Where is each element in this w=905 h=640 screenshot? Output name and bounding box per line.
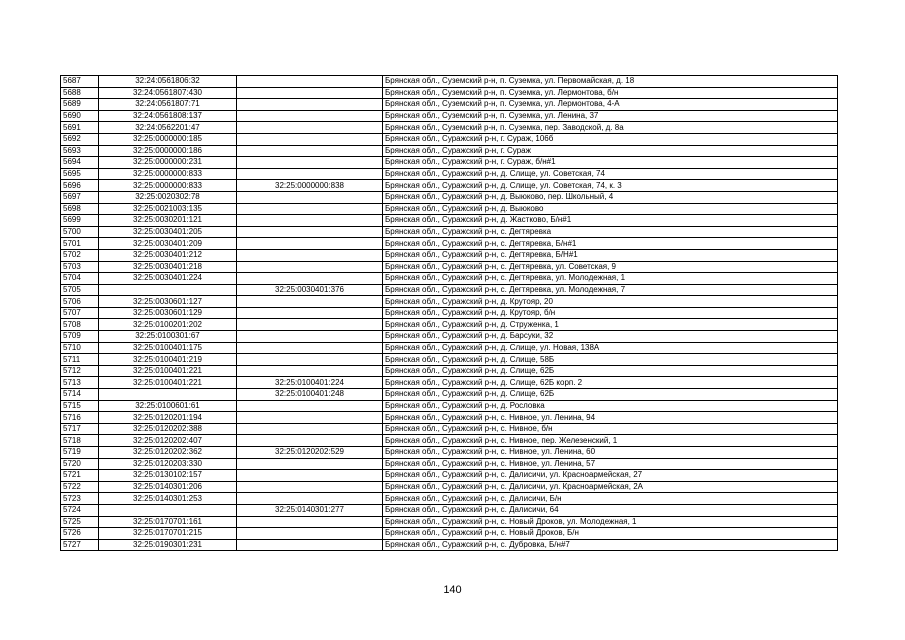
table-row: [61, 516, 838, 528]
table-row: [61, 110, 838, 122]
row-number-cell: 5715: [61, 400, 99, 412]
address-cell: Брянская обл., Суражский р-н, с. Нивное, б/н: [383, 423, 838, 435]
linked-cadastral-number-cell: [237, 261, 383, 273]
address-cell: Брянская обл., Суражский р-н, д. Крутояр, 20: [383, 296, 838, 308]
cadastral-number-cell: 32:25:0120202:407: [99, 435, 237, 447]
cadastral-number-cell: 32:24:0561808:137: [99, 110, 237, 122]
cadastral-number-cell: 32:25:0120203:330: [99, 458, 237, 470]
cadastral-number-cell: 32:25:0100401:221: [99, 365, 237, 377]
linked-cadastral-number-cell: [237, 435, 383, 447]
table-row: [61, 99, 838, 111]
page-number: 140: [443, 584, 462, 596]
cadastral-number-cell: [99, 504, 237, 516]
cadastral-number-cell: 32:25:0030401:205: [99, 226, 237, 238]
address-cell: Брянская обл., Суражский р-н, с. Далисичи, ул. Красноармейская, 2А: [383, 481, 838, 493]
table-row: [61, 203, 838, 215]
row-number-cell: 5690: [61, 110, 99, 122]
cadastral-number-cell: 32:25:0100601:61: [99, 400, 237, 412]
row-number-cell: 5721: [61, 470, 99, 482]
linked-cadastral-number-cell: [237, 516, 383, 528]
row-number-cell: 5713: [61, 377, 99, 389]
address-cell: Брянская обл., Суражский р-н, с. Нивное, ул. Ленина, 60: [383, 447, 838, 459]
linked-cadastral-number-cell: [237, 539, 383, 551]
table-row: [61, 528, 838, 540]
address-cell: Брянская обл., Суражский р-н, д. Жастково, Б/н#1: [383, 215, 838, 227]
table-row: [61, 226, 838, 238]
cadastral-number-cell: 32:25:0020302:78: [99, 191, 237, 203]
address-cell: Брянская обл., Суражский р-н, с. Дегтяревка, ул. Молодежная, 1: [383, 273, 838, 285]
row-number-cell: 5695: [61, 168, 99, 180]
address-cell: Брянская обл., Суражский р-н, д. Выюково, пер. Школьный, 4: [383, 191, 838, 203]
table-row: [61, 504, 838, 516]
address-cell: Брянская обл., Суражский р-н, д. Слище, ул. Советская, 74: [383, 168, 838, 180]
cadastral-number-cell: 32:25:0140301:253: [99, 493, 237, 505]
table-row: [61, 377, 838, 389]
linked-cadastral-number-cell: [237, 122, 383, 134]
address-cell: Брянская обл., Суражский р-н, д. Рословка: [383, 400, 838, 412]
address-cell: Брянская обл., Суражский р-н, г. Сураж: [383, 145, 838, 157]
cadastral-number-cell: 32:25:0000000:186: [99, 145, 237, 157]
address-cell: Брянская обл., Суземский р-н, п. Суземка, ул. Лермонтова, 4-А: [383, 99, 838, 111]
linked-cadastral-number-cell: [237, 331, 383, 343]
address-cell: Брянская обл., Суражский р-н, д. Слище, ул. Новая, 138А: [383, 342, 838, 354]
cadastral-number-cell: 32:25:0190301:231: [99, 539, 237, 551]
address-cell: Брянская обл., Суражский р-н, г. Сураж, б/н#1: [383, 157, 838, 169]
row-number-cell: 5720: [61, 458, 99, 470]
cadastral-number-cell: 32:25:0030201:121: [99, 215, 237, 227]
row-number-cell: 5708: [61, 319, 99, 331]
cadastral-number-cell: 32:25:0000000:833: [99, 168, 237, 180]
cadastral-number-cell: 32:25:0140301:206: [99, 481, 237, 493]
linked-cadastral-number-cell: [237, 238, 383, 250]
linked-cadastral-number-cell: 32:25:0000000:838: [237, 180, 383, 192]
address-cell: Брянская обл., Суражский р-н, г. Сураж, 106б: [383, 133, 838, 145]
row-number-cell: 5712: [61, 365, 99, 377]
address-cell: Брянская обл., Суражский р-н, д. Слище, 62Б: [383, 389, 838, 401]
linked-cadastral-number-cell: [237, 296, 383, 308]
linked-cadastral-number-cell: [237, 400, 383, 412]
row-number-cell: 5693: [61, 145, 99, 157]
linked-cadastral-number-cell: [237, 76, 383, 88]
table-row: [61, 319, 838, 331]
address-cell: Брянская обл., Суражский р-н, д. Струженка, 1: [383, 319, 838, 331]
table-row: [61, 133, 838, 145]
table-row: [61, 412, 838, 424]
row-number-cell: 5709: [61, 331, 99, 343]
table-row: [61, 435, 838, 447]
address-cell: Брянская обл., Суражский р-н, д. Слище, 62Б корп. 2: [383, 377, 838, 389]
row-number-cell: 5702: [61, 249, 99, 261]
table-row: [61, 365, 838, 377]
linked-cadastral-number-cell: [237, 319, 383, 331]
address-cell: Брянская обл., Суражский р-н, с. Дегтяревка, ул. Советская, 9: [383, 261, 838, 273]
linked-cadastral-number-cell: [237, 87, 383, 99]
table-row: [61, 180, 838, 192]
cadastral-number-cell: 32:25:0021003:135: [99, 203, 237, 215]
row-number-cell: 5691: [61, 122, 99, 134]
cadastral-number-cell: 32:24:0562201:47: [99, 122, 237, 134]
row-number-cell: 5697: [61, 191, 99, 203]
address-cell: Брянская обл., Суражский р-н, с. Нивное, ул. Ленина, 57: [383, 458, 838, 470]
table-row: [61, 215, 838, 227]
table-row: [61, 470, 838, 482]
linked-cadastral-number-cell: [237, 412, 383, 424]
cadastral-number-cell: 32:25:0000000:833: [99, 180, 237, 192]
table-row: [61, 458, 838, 470]
linked-cadastral-number-cell: [237, 226, 383, 238]
address-cell: Брянская обл., Суражский р-н, д. Барсуки, 32: [383, 331, 838, 343]
row-number-cell: 5694: [61, 157, 99, 169]
table-row: [61, 354, 838, 366]
address-cell: Брянская обл., Суражский р-н, д. Слище, 58Б: [383, 354, 838, 366]
table-row: [61, 493, 838, 505]
row-number-cell: 5703: [61, 261, 99, 273]
row-number-cell: 5706: [61, 296, 99, 308]
address-cell: Брянская обл., Суземский р-н, п. Суземка, ул. Лермонтова, б/н: [383, 87, 838, 99]
cadastral-number-cell: 32:25:0030401:218: [99, 261, 237, 273]
address-cell: Брянская обл., Суземский р-н, п. Суземка, ул. Первомайская, д. 18: [383, 76, 838, 88]
address-cell: Брянская обл., Суражский р-н, с. Дубровка, Б/н#7: [383, 539, 838, 551]
address-cell: Брянская обл., Суражский р-н, с. Нивное, ул. Ленина, 94: [383, 412, 838, 424]
row-number-cell: 5711: [61, 354, 99, 366]
address-cell: Брянская обл., Суземский р-н, п. Суземка, пер. Заводской, д. 8а: [383, 122, 838, 134]
cadastral-number-cell: 32:24:0561807:430: [99, 87, 237, 99]
cadastral-number-cell: 32:25:0000000:185: [99, 133, 237, 145]
cadastral-number-cell: 32:25:0170701:161: [99, 516, 237, 528]
cadastral-number-cell: 32:24:0561807:71: [99, 99, 237, 111]
table-row: [61, 157, 838, 169]
address-cell: Брянская обл., Суражский р-н, с. Далисичи, ул. Красноармейская, 27: [383, 470, 838, 482]
address-cell: Брянская обл., Суражский р-н, с. Дегтяревка: [383, 226, 838, 238]
row-number-cell: 5727: [61, 539, 99, 551]
linked-cadastral-number-cell: [237, 528, 383, 540]
cadastral-number-cell: 32:25:0100401:221: [99, 377, 237, 389]
linked-cadastral-number-cell: [237, 145, 383, 157]
address-cell: Брянская обл., Суражский р-н, с. Дегтяревка, Б/Н#1: [383, 249, 838, 261]
row-number-cell: 5714: [61, 389, 99, 401]
row-number-cell: 5725: [61, 516, 99, 528]
cadastral-number-cell: 32:25:0100401:175: [99, 342, 237, 354]
linked-cadastral-number-cell: [237, 99, 383, 111]
row-number-cell: 5688: [61, 87, 99, 99]
cadastral-number-cell: 32:25:0120201:194: [99, 412, 237, 424]
table-row: [61, 296, 838, 308]
row-number-cell: 5718: [61, 435, 99, 447]
table-row: [61, 400, 838, 412]
table-row: [61, 307, 838, 319]
linked-cadastral-number-cell: [237, 365, 383, 377]
table-row: [61, 423, 838, 435]
row-number-cell: 5724: [61, 504, 99, 516]
address-cell: Брянская обл., Суземский р-н, п. Суземка, ул. Ленина, 37: [383, 110, 838, 122]
linked-cadastral-number-cell: 32:25:0120202:529: [237, 447, 383, 459]
linked-cadastral-number-cell: [237, 481, 383, 493]
address-cell: Брянская обл., Суражский р-н, д. Слище, ул. Советская, 74, к. 3: [383, 180, 838, 192]
address-cell: Брянская обл., Суражский р-н, с. Нивное, пер. Железенский, 1: [383, 435, 838, 447]
linked-cadastral-number-cell: 32:25:0100401:224: [237, 377, 383, 389]
linked-cadastral-number-cell: [237, 342, 383, 354]
linked-cadastral-number-cell: [237, 354, 383, 366]
row-number-cell: 5717: [61, 423, 99, 435]
table-row: [61, 76, 838, 88]
table-row: [61, 481, 838, 493]
linked-cadastral-number-cell: [237, 493, 383, 505]
row-number-cell: 5700: [61, 226, 99, 238]
address-cell: Брянская обл., Суражский р-н, с. Далисичи, Б/н: [383, 493, 838, 505]
row-number-cell: 5707: [61, 307, 99, 319]
table-row: [61, 284, 838, 296]
address-cell: Брянская обл., Суражский р-н, д. Выюково: [383, 203, 838, 215]
row-number-cell: 5704: [61, 273, 99, 285]
address-cell: Брянская обл., Суражский р-н, д. Крутояр, б/н: [383, 307, 838, 319]
table-row: [61, 539, 838, 551]
address-cell: Брянская обл., Суражский р-н, д. Слище, 62Б: [383, 365, 838, 377]
linked-cadastral-number-cell: [237, 307, 383, 319]
address-cell: Брянская обл., Суражский р-н, с. Дегтяревка, Б/н#1: [383, 238, 838, 250]
table-row: [61, 273, 838, 285]
address-cell: Брянская обл., Суражский р-н, с. Новый Дроков, Б/н: [383, 528, 838, 540]
table-row: [61, 191, 838, 203]
table-row: [61, 342, 838, 354]
linked-cadastral-number-cell: [237, 273, 383, 285]
cadastral-number-cell: 32:25:0030601:127: [99, 296, 237, 308]
row-number-cell: 5696: [61, 180, 99, 192]
table-row: [61, 261, 838, 273]
cadastral-number-cell: 32:25:0100201:202: [99, 319, 237, 331]
row-number-cell: 5698: [61, 203, 99, 215]
linked-cadastral-number-cell: [237, 458, 383, 470]
cadastral-number-cell: 32:25:0170701:215: [99, 528, 237, 540]
address-cell: Брянская обл., Суражский р-н, с. Далисичи, 64: [383, 504, 838, 516]
table-row: [61, 145, 838, 157]
registry-table-body: [61, 76, 838, 551]
table-row: [61, 87, 838, 99]
row-number-cell: 5719: [61, 447, 99, 459]
linked-cadastral-number-cell: [237, 110, 383, 122]
linked-cadastral-number-cell: [237, 215, 383, 227]
cadastral-number-cell: 32:25:0030401:209: [99, 238, 237, 250]
linked-cadastral-number-cell: [237, 470, 383, 482]
row-number-cell: 5687: [61, 76, 99, 88]
table-row: [61, 447, 838, 459]
cadastral-number-cell: 32:25:0030401:224: [99, 273, 237, 285]
cadastral-number-cell: 32:25:0000000:231: [99, 157, 237, 169]
table-row: [61, 122, 838, 134]
cadastral-number-cell: 32:24:0561806:32: [99, 76, 237, 88]
cadastral-number-cell: 32:25:0120202:388: [99, 423, 237, 435]
row-number-cell: 5722: [61, 481, 99, 493]
row-number-cell: 5705: [61, 284, 99, 296]
row-number-cell: 5692: [61, 133, 99, 145]
row-number-cell: 5726: [61, 528, 99, 540]
table-row: [61, 389, 838, 401]
cadastral-number-cell: 32:25:0100301:67: [99, 331, 237, 343]
linked-cadastral-number-cell: 32:25:0140301:277: [237, 504, 383, 516]
address-cell: Брянская обл., Суражский р-н, с. Дегтяревка, ул. Молодежная, 7: [383, 284, 838, 296]
row-number-cell: 5699: [61, 215, 99, 227]
linked-cadastral-number-cell: [237, 203, 383, 215]
cadastral-number-cell: 32:25:0130102:157: [99, 470, 237, 482]
cadastral-number-cell: 32:25:0030401:212: [99, 249, 237, 261]
cadastral-number-cell: 32:25:0030601:129: [99, 307, 237, 319]
row-number-cell: 5689: [61, 99, 99, 111]
linked-cadastral-number-cell: [237, 157, 383, 169]
cadastral-number-cell: [99, 389, 237, 401]
cadastral-number-cell: [99, 284, 237, 296]
registry-table: [60, 75, 838, 551]
table-row: [61, 238, 838, 250]
table-row: [61, 249, 838, 261]
row-number-cell: 5701: [61, 238, 99, 250]
linked-cadastral-number-cell: 32:25:0030401:376: [237, 284, 383, 296]
linked-cadastral-number-cell: [237, 249, 383, 261]
row-number-cell: 5723: [61, 493, 99, 505]
linked-cadastral-number-cell: [237, 423, 383, 435]
row-number-cell: 5710: [61, 342, 99, 354]
cadastral-number-cell: 32:25:0100401:219: [99, 354, 237, 366]
linked-cadastral-number-cell: [237, 168, 383, 180]
cadastral-number-cell: 32:25:0120202:362: [99, 447, 237, 459]
linked-cadastral-number-cell: 32:25:0100401:248: [237, 389, 383, 401]
linked-cadastral-number-cell: [237, 133, 383, 145]
address-cell: Брянская обл., Суражский р-н, с. Новый Дроков, ул. Молодежная, 1: [383, 516, 838, 528]
table-row: [61, 331, 838, 343]
linked-cadastral-number-cell: [237, 191, 383, 203]
row-number-cell: 5716: [61, 412, 99, 424]
table-row: [61, 168, 838, 180]
